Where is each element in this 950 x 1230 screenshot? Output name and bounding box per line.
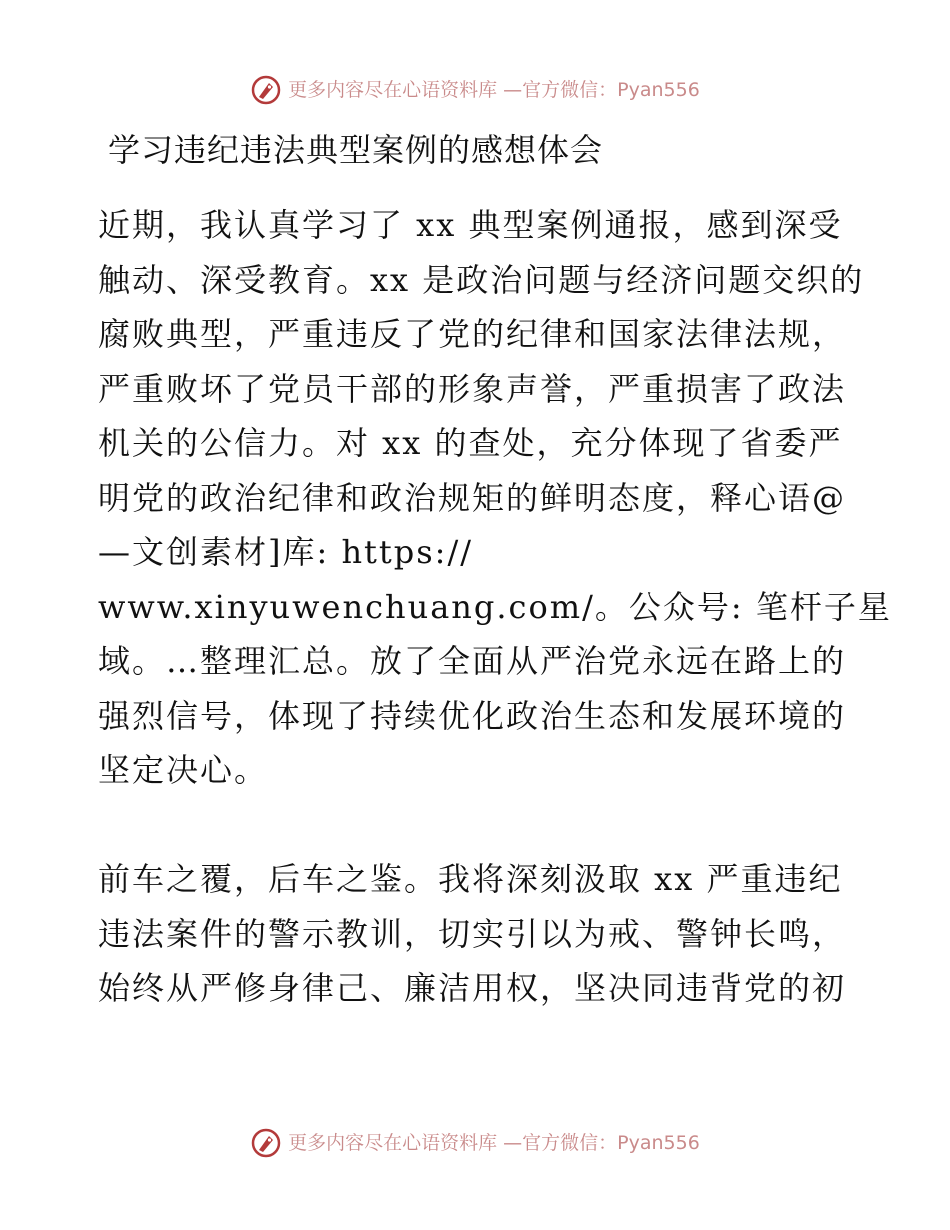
paragraph-line: 前车之覆，后车之鉴。我将深刻汲取 xx 严重违纪 bbox=[98, 860, 843, 898]
paragraph-1 bbox=[98, 198, 892, 798]
watermark-sub-text: —官方微信：Pyan556 bbox=[503, 79, 700, 101]
document-title: 学习违纪违法典型案例的感想体会 bbox=[108, 131, 604, 169]
paragraph-line: 机关的公信力。对 xx 的查处，充分体现了省委严 bbox=[98, 424, 843, 462]
paragraph-line: 腐败典型，严重违反了党的纪律和国家法律法规， bbox=[98, 315, 847, 353]
paragraph-line: 严重败坏了党员干部的形象声誉，严重损害了政法 bbox=[98, 369, 847, 408]
paragraph-line: www.xinyuwenchuang.com/。公众号: 笔杆子星 bbox=[98, 587, 892, 626]
watermark-header bbox=[0, 74, 950, 106]
pen-nib-logo-icon bbox=[250, 74, 282, 106]
watermark-sub-text: —官方微信：Pyan556 bbox=[503, 1132, 700, 1154]
pen-nib-logo-icon bbox=[250, 1127, 282, 1159]
paragraph-line: 触动、深受教育。xx 是政治问题与经济问题交织的 bbox=[98, 260, 865, 299]
paragraph-line: 域。…整理汇总。放了全面从严治党永远在路上的 bbox=[98, 642, 847, 680]
watermark-main-text: 更多内容尽在心语资料库 bbox=[288, 79, 498, 101]
paragraph-line: —文创素材]库: https:// bbox=[98, 533, 474, 571]
paragraph-line: 近期，我认真学习了 xx 典型案例通报，感到深受 bbox=[98, 206, 843, 244]
paragraph-line: 违法案件的警示教训，切实引以为戒、警钟长鸣， bbox=[98, 914, 847, 953]
watermark-main-text: 更多内容尽在心语资料库 bbox=[288, 1132, 498, 1154]
paragraph-line: 明党的政治纪律和政治规矩的鲜明态度，释心语@ bbox=[98, 478, 847, 517]
watermark-footer bbox=[0, 1127, 950, 1159]
paragraph-line: 强烈信号，体现了持续优化政治生态和发展环境的 bbox=[98, 696, 847, 735]
paragraph-2 bbox=[98, 852, 858, 1016]
paragraph-line: 始终从严修身律己、廉洁用权，坚决同违背党的初 bbox=[98, 969, 847, 1007]
paragraph-line: 坚定决心。 bbox=[98, 751, 269, 789]
